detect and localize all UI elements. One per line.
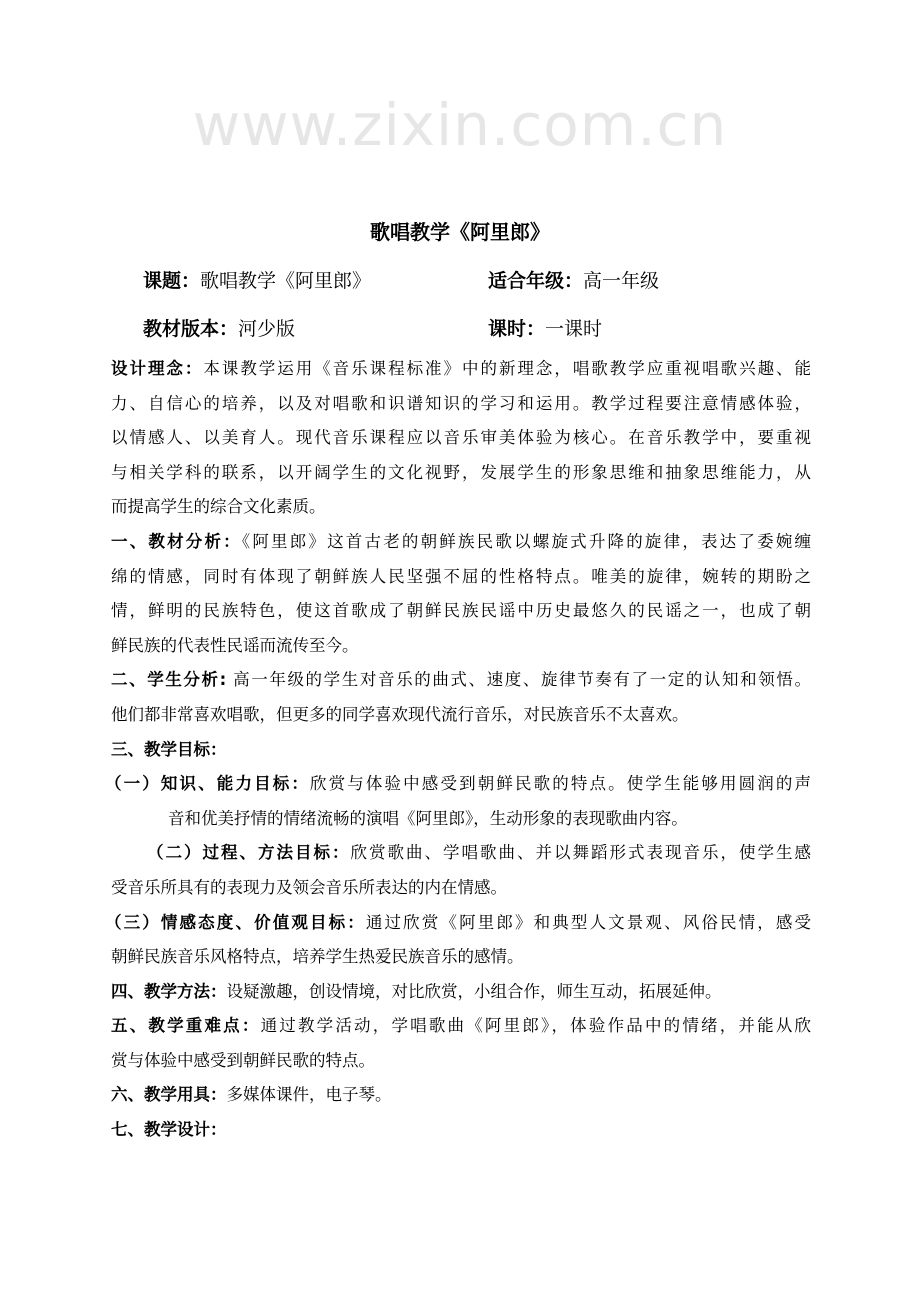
topic-field xyxy=(143,266,371,293)
watermark: www.zixin.com.cn xyxy=(192,91,728,159)
text: 设疑激趣，创设情境，对比欣赏，小组合作，师生互动，拓展延伸。 xyxy=(226,981,722,1001)
section-label: 三、教学目标： xyxy=(111,739,227,759)
student-analysis-line xyxy=(111,663,811,698)
material-analysis-line xyxy=(111,525,811,560)
goal-emotion-line xyxy=(105,906,811,941)
text-line: 音和优美抒情的情绪流畅的演唱《阿里郎》，生动形象的表现歌曲内容。 xyxy=(168,808,688,828)
text-line: 鲜民族的代表性民谣而流传至今。 xyxy=(111,635,359,655)
hours-label: 课时： xyxy=(488,318,546,340)
section-label: 七、教学设计： xyxy=(111,1120,227,1140)
section-label: （一）知识、能力目标： xyxy=(105,774,310,794)
edition-value: 河少版 xyxy=(238,318,296,340)
topic-label: 课题： xyxy=(143,270,201,292)
text-line: 以情感人、以美育人。现代音乐课程应以音乐审美体验为核心。在音乐教学中，要重视 xyxy=(111,428,811,448)
text-line: 绵的情感，同时有体现了朝鲜族人民坚强不屈的性格特点。唯美的旋律，婉转的期盼之 xyxy=(111,566,811,586)
text: 高一年级的学生对音乐的曲式、速度、旋律节奏有了一定的认知和领悟。 xyxy=(226,670,811,690)
text-line: 而提高学生的综合文化素质。 xyxy=(111,497,326,517)
text: 通过欣赏《阿里郎》和典型人文景观、风俗民情，感受 xyxy=(365,912,812,932)
hours-value: 一课时 xyxy=(545,318,603,340)
text-line: 受音乐所具有的表现力及领会音乐所表达的内在情感。 xyxy=(111,877,507,897)
teaching-goals-heading xyxy=(111,733,811,768)
key-points-line xyxy=(111,1009,811,1044)
section-label: 五、教学重难点： xyxy=(111,1016,261,1036)
section-label: 四、教学方法： xyxy=(111,981,227,1001)
document-title: 歌唱教学《阿里郎》 xyxy=(370,220,550,244)
section-label: 一、教材分析： xyxy=(111,531,242,551)
goal-knowledge-line xyxy=(105,767,811,802)
text: 欣赏与体验中感受到朝鲜民歌的特点。使学生能够用圆润的声 xyxy=(310,774,812,794)
text-line: 与相关学科的联系，以开阔学生的文化视野，发展学生的形象思维和抽象思维能力，从 xyxy=(111,462,811,482)
text: 多媒体课件，电子琴。 xyxy=(226,1085,392,1105)
goal-process-line xyxy=(111,836,811,871)
edition-label: 教材版本： xyxy=(143,318,239,340)
section-label: （三）情感态度、价值观目标： xyxy=(105,912,366,932)
grade-value: 高一年级 xyxy=(583,270,660,292)
section-label: 六、教学用具： xyxy=(111,1085,227,1105)
text-line: 情，鲜明的民族特色，使这首歌成了朝鲜民族民谣中历史最悠久的民谣之一，也成了朝 xyxy=(111,601,811,621)
design-concept-line xyxy=(111,352,811,387)
grade-field xyxy=(488,266,659,293)
section-label: 二、学生分析: xyxy=(111,670,227,690)
edition-field xyxy=(143,314,295,341)
hours-field xyxy=(488,314,602,341)
text: 通过教学活动，学唱歌曲《阿里郎》，体验作品中的情绪，并能从欣 xyxy=(260,1016,812,1036)
text: 欣赏歌曲、学唱歌曲、并以舞蹈形式表现音乐，使学生感 xyxy=(350,843,811,863)
text-line: 赏与体验中感受到朝鲜民歌的特点。 xyxy=(111,1050,375,1070)
document-body xyxy=(105,352,812,1148)
text: 本课教学运用《音乐课程标准》中的新理念，唱歌教学应重视唱歌兴趣、能 xyxy=(203,359,812,378)
text-line: 朝鲜民族音乐风格特点，培养学生热爱民族音乐的感情。 xyxy=(111,947,524,967)
text-line: 力、自信心的培养，以及对唱歌和识谱知识的学习和运用。教学过程要注意情感体验， xyxy=(111,393,811,413)
text-line: 他们都非常喜欢唱歌，但更多的同学喜欢现代流行音乐，对民族音乐不太喜欢。 xyxy=(111,704,689,724)
teaching-method-line xyxy=(111,975,811,1010)
section-label: （二）过程、方法目标： xyxy=(147,843,351,863)
teaching-design-heading xyxy=(111,1113,811,1148)
text: 《阿里郎》这首古老的朝鲜族民歌以螺旋式升降的旋律，表达了委婉缠 xyxy=(241,531,812,551)
topic-value: 歌唱教学《阿里郎》 xyxy=(200,270,372,292)
section-label: 设计理念： xyxy=(111,359,204,378)
grade-label: 适合年级： xyxy=(488,270,584,292)
teaching-tools-line xyxy=(111,1078,811,1113)
